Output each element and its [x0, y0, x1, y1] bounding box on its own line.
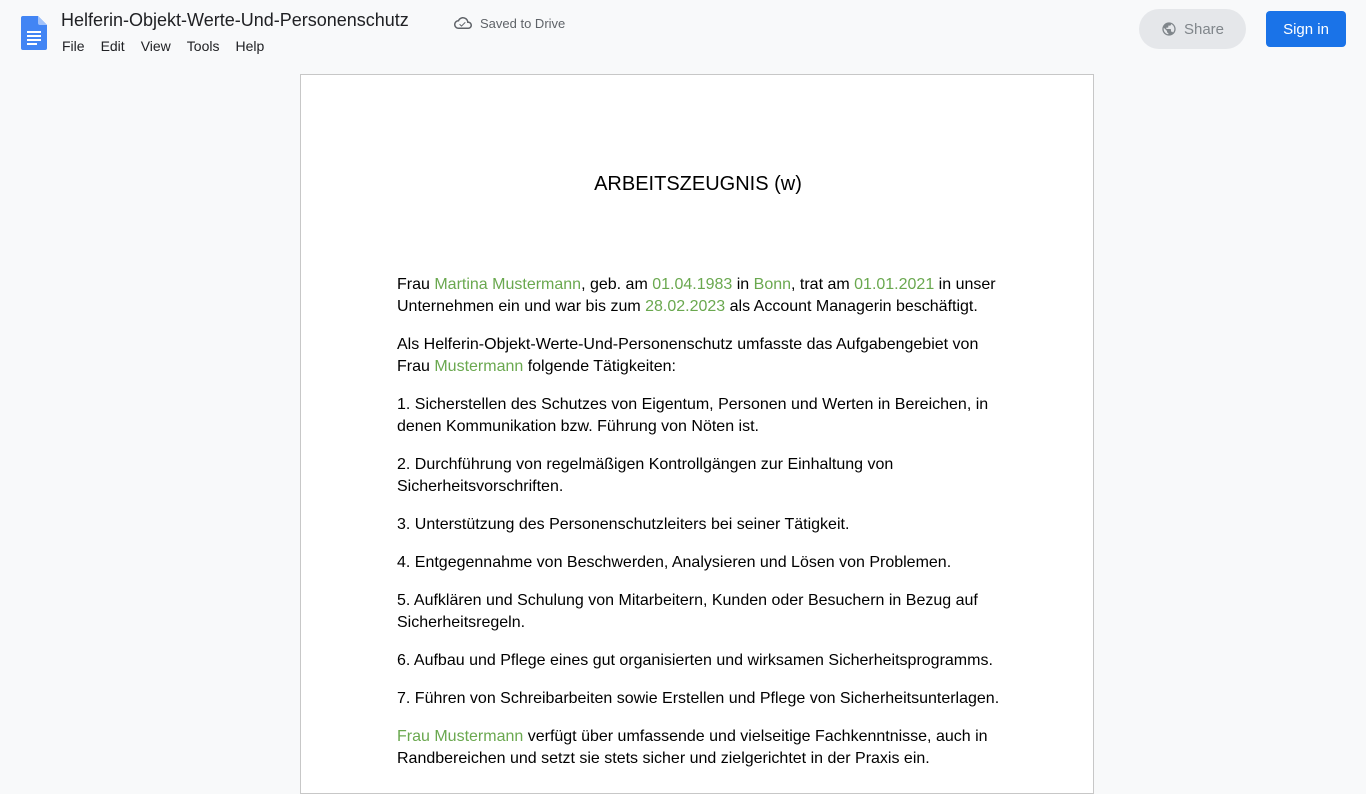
document-page — [300, 74, 1094, 794]
globe-icon — [1161, 21, 1177, 37]
closing-name: Frau Mustermann — [397, 728, 524, 745]
document-body — [397, 274, 1001, 786]
menu-edit[interactable]: Edit — [100, 38, 125, 54]
end-date: 28.02.2023 — [645, 298, 726, 315]
saved-status[interactable] — [454, 14, 565, 32]
closing-paragraph: Frau Mustermann verfügt über umfassende und vielseitige Fachkenntnisse, auch in Randbereichen und setzt sie stets sicher und zielgerichtet in der Praxis ein. — [397, 728, 988, 767]
top-bar — [0, 0, 1366, 64]
saved-status-label: Saved to Drive — [480, 15, 566, 31]
intro-paragraph: Frau Martina Mustermann, geb. am 01.04.1983 in Bonn, trat am 01.01.2021 in unser Unternehmen ein und war bis zum 28.02.2023 als Account Managerin beschäftigt. — [397, 276, 996, 315]
task-item: 3. Unterstützung des Personenschutzleiters bei seiner Tätigkeit. — [397, 516, 850, 533]
menu-bar — [54, 36, 272, 56]
menu-help[interactable]: Help — [235, 38, 265, 54]
employee-name: Martina Mustermann — [434, 276, 582, 293]
task-item: 1. Sicherstellen des Schutzes von Eigentum, Personen und Werten in Bereichen, in denen Kommunikation bzw. Führung von Nöten ist. — [397, 396, 989, 435]
menu-tools[interactable]: Tools — [186, 38, 220, 54]
menu-file[interactable]: File — [62, 38, 85, 54]
menu-view[interactable]: View — [140, 38, 171, 54]
task-item: 2. Durchführung von regelmäßigen Kontrollgängen zur Einhaltung von Sicherheitsvorschriften. — [397, 456, 894, 495]
birth-city: Bonn — [753, 276, 792, 293]
employee-lastname: Mustermann — [434, 358, 524, 375]
share-label: Share — [1183, 20, 1225, 38]
task-item: 7. Führen von Schreibarbeiten sowie Erstellen und Pflege von Sicherheitsunterlagen. — [397, 690, 1000, 707]
sign-in-button[interactable]: Sign in — [1266, 11, 1346, 47]
task-item: 4. Entgegennahme von Beschwerden, Analysieren und Lösen von Problemen. — [397, 554, 952, 571]
birth-date: 01.04.1983 — [652, 276, 733, 293]
task-item: 5. Aufklären und Schulung von Mitarbeitern, Kunden oder Besuchern in Bezug auf Sicherheitsregeln. — [397, 592, 978, 631]
start-date: 01.01.2021 — [854, 276, 935, 293]
google-docs-icon[interactable] — [21, 16, 47, 50]
document-heading: ARBEITSZEUGNIS (w) — [594, 173, 802, 195]
share-button[interactable] — [1139, 9, 1246, 49]
role-paragraph: Als Helferin-Objekt-Werte-Und-Personenschutz umfasste das Aufgabengebiet von Frau Mustermann folgende Tätigkeiten: — [397, 336, 979, 375]
task-item: 6. Aufbau und Pflege eines gut organisierten und wirksamen Sicherheitsprogramms. — [397, 652, 993, 669]
cloud-done-icon — [454, 14, 472, 32]
document-title[interactable]: Helferin-Objekt-Werte-Und-Personenschutz — [61, 10, 409, 30]
